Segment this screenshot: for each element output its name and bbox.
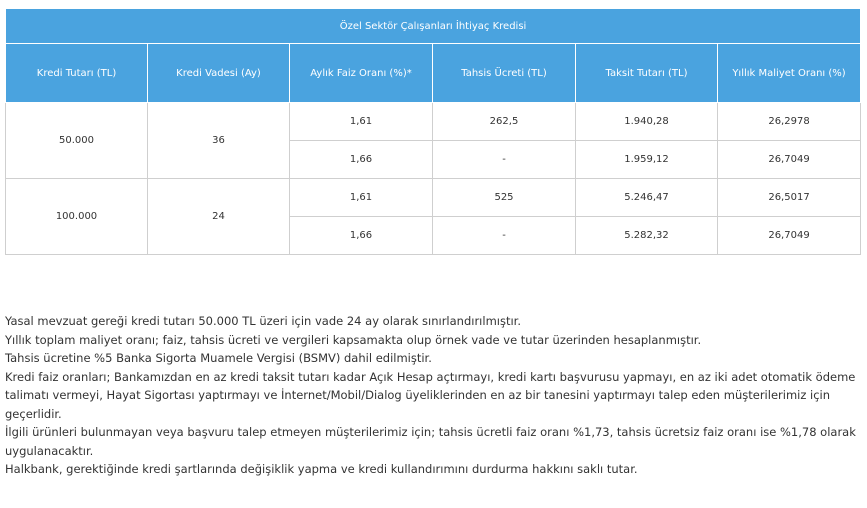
footnote-bsmv: Tahsis ücretine %5 Banka Sigorta Muamele Vergisi (BSMV) dahil edilmiştir. bbox=[5, 351, 432, 365]
table-row bbox=[6, 103, 861, 141]
footnote-annual-cost: Yıllık toplam maliyet oranı; faiz, tahsis ücreti ve vergileri kapsamakta olup örnek vade ve tutar üzerinden hesaplanmıştır. bbox=[5, 332, 702, 347]
installment-cell: 1.959,12 bbox=[576, 141, 718, 179]
header-loan-term: Kredi Vadesi (Ay) bbox=[148, 44, 290, 103]
installment-cell: 5.282,32 bbox=[576, 217, 718, 255]
footnote-term-limit: Yasal mevzuat gereği kredi tutarı 50.000 TL üzeri için vade 24 ay olarak sınırlandırılmıştır. bbox=[5, 314, 521, 328]
annual-cost-cell: 26,7049 bbox=[718, 141, 861, 179]
allocation-fee-cell: - bbox=[433, 141, 576, 179]
header-monthly-rate: Aylık Faiz Oranı (%)* bbox=[290, 44, 433, 103]
footnote-rate-conditions: Kredi faiz oranları; Bankamızdan en az kredi taksit tutarı kadar Açık Hesap açtırmayı, kredi kartı başvurusu yapmayı, en az iki adet otomatik ödeme talimatı vermeyi, Hayat Sigortası yaptırmayı ve İnternet/Mobil/Dialog üyeliklerinden en az bir tanesini yaptırmayı talep eden müşterilerimiz için geçerlidir. bbox=[5, 369, 856, 421]
installment-cell: 1.940,28 bbox=[576, 103, 718, 141]
allocation-fee-cell: - bbox=[433, 217, 576, 255]
annual-cost-cell: 26,2978 bbox=[718, 103, 861, 141]
header-annual-cost: Yıllık Maliyet Oranı (%) bbox=[718, 44, 861, 103]
loan-amount-cell: 100.000 bbox=[6, 179, 148, 255]
allocation-fee-cell: 525 bbox=[433, 179, 576, 217]
footnotes bbox=[5, 312, 860, 479]
monthly-rate-cell: 1,66 bbox=[290, 141, 433, 179]
annual-cost-cell: 26,7049 bbox=[718, 217, 861, 255]
loan-term-cell: 36 bbox=[148, 103, 290, 179]
annual-cost-cell: 26,5017 bbox=[718, 179, 861, 217]
header-allocation-fee: Tahsis Ücreti (TL) bbox=[433, 44, 576, 103]
header-loan-amount: Kredi Tutarı (TL) bbox=[6, 44, 148, 103]
loan-table-container bbox=[5, 8, 860, 255]
table-row bbox=[6, 179, 861, 217]
header-installment: Taksit Tutarı (TL) bbox=[576, 44, 718, 103]
monthly-rate-cell: 1,61 bbox=[290, 179, 433, 217]
footnote-alternative-rates: İlgili ürünleri bulunmayan veya başvuru talep etmeyen müşterilerimiz için; tahsis ücretli faiz oranı %1,73, tahsis ücretsiz faiz oranı ise %1,78 olarak uygulanacaktır. bbox=[5, 425, 856, 458]
allocation-fee-cell: 262,5 bbox=[433, 103, 576, 141]
footnote-disclaimer: Halkbank, gerektiğinde kredi şartlarında değişiklik yapma ve kredi kullandırımını durdurma hakkını saklı tutar. bbox=[5, 462, 638, 476]
loan-table bbox=[5, 8, 861, 255]
monthly-rate-cell: 1,61 bbox=[290, 103, 433, 141]
loan-amount-cell: 50.000 bbox=[6, 103, 148, 179]
loan-term-cell: 24 bbox=[148, 179, 290, 255]
table-title: Özel Sektör Çalışanları İhtiyaç Kredisi bbox=[6, 9, 861, 44]
monthly-rate-cell: 1,66 bbox=[290, 217, 433, 255]
installment-cell: 5.246,47 bbox=[576, 179, 718, 217]
